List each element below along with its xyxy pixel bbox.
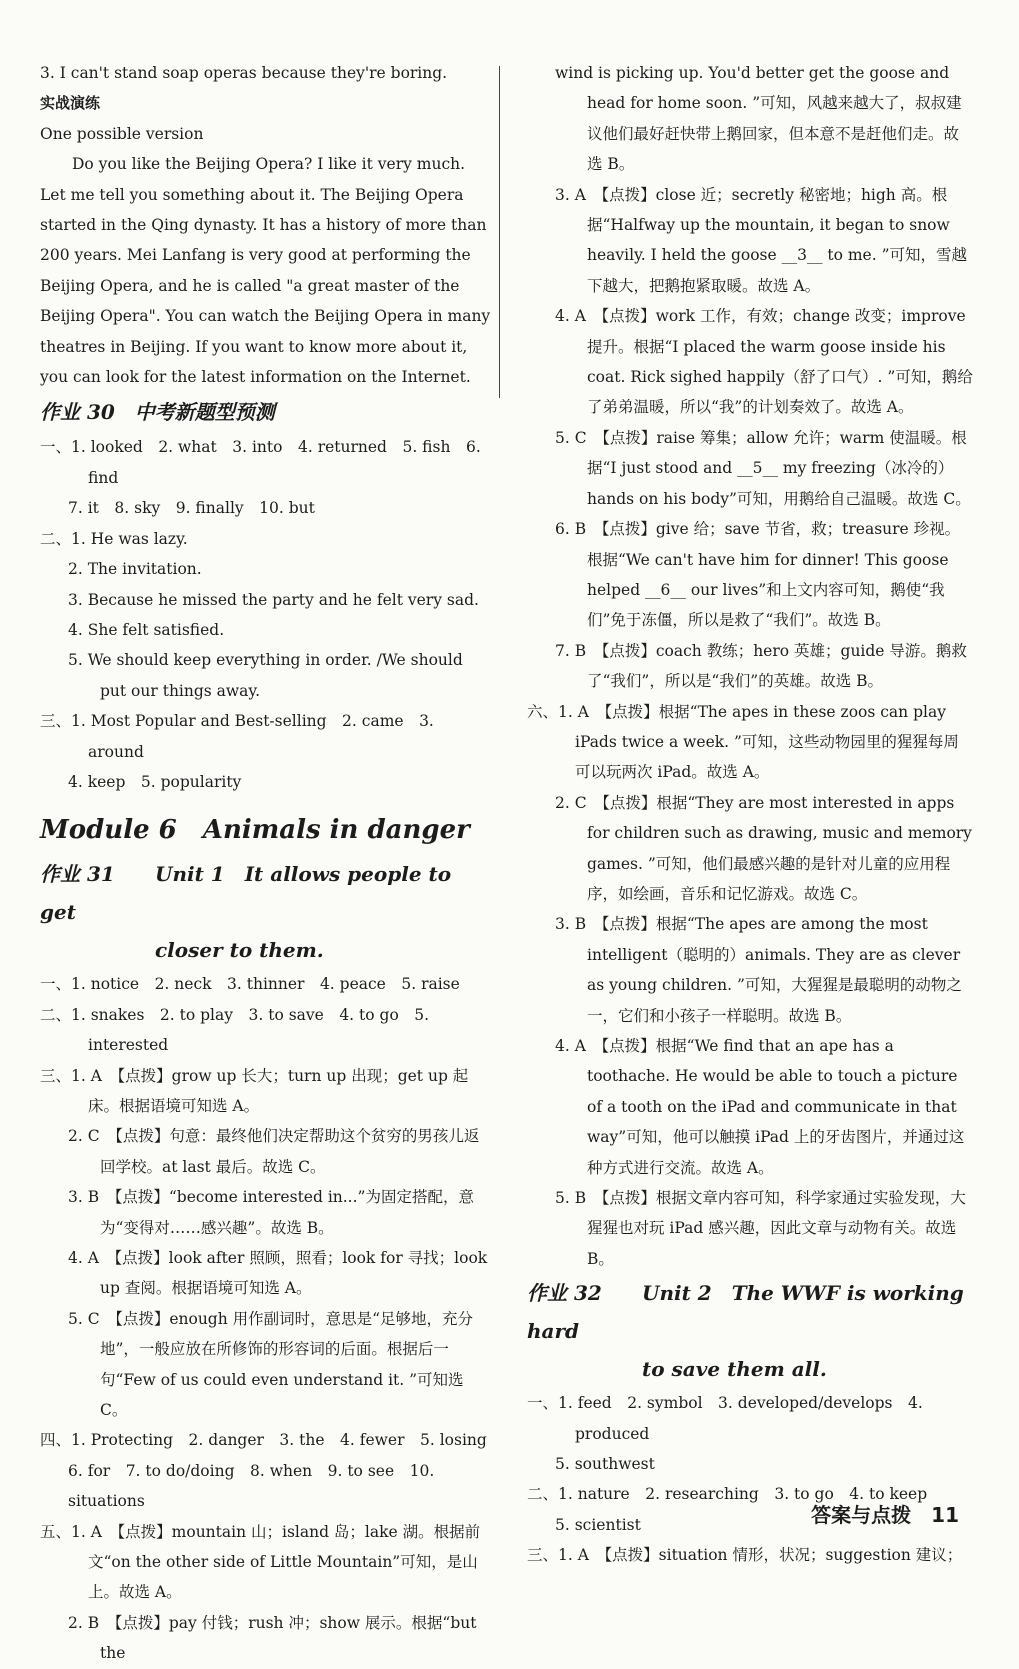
answer-line: 二、1. He was lazy. xyxy=(40,529,188,548)
left-column xyxy=(40,58,492,1669)
answer-line: 2. The invitation. xyxy=(68,560,202,579)
answer-line: 3. A 【点拨】close 近；secretly 秘密地；high 高。根据“Halfway up the mountain, it began to snow heavily. I held the goose __3__ to me. ”可知，雪越下越大，把鹅抱紧取暖。故选 A。 xyxy=(555,185,968,295)
possible-version-label: One possible version xyxy=(40,124,204,143)
homework-31-heading xyxy=(40,855,492,969)
answer-line: 4. A 【点拨】根据“We find that an ape has a toothache. He would be able to touch a picture of a tooth on the iPad and communicate in that way”可知，他可以触摸 iPad 上的牙齿图片，并通过这种方式进行交流。故选 A。 xyxy=(555,1037,965,1177)
homework-32-tag: 作业 32 xyxy=(527,1281,602,1306)
homework-32-title-cont: to save them all. xyxy=(642,1357,827,1382)
column-divider xyxy=(499,66,500,398)
answer-line: 一、1. feed 2. symbol 3. developed/develops 4. produced xyxy=(527,1394,928,1443)
answer-line: 一、1. notice 2. neck 3. thinner 4. peace 5. raise xyxy=(40,975,460,994)
answer-line: 六、1. A 【点拨】根据“The apes in these zoos can play iPads twice a week. ”可知，这些动物园里的猩猩每周可以玩两次 iPad。故选 A。 xyxy=(527,702,959,782)
answer-line: 三、1. Most Popular and Best-selling 2. came 3. around xyxy=(40,712,439,761)
homework-32-heading xyxy=(527,1274,973,1388)
answer-line: 2. B 【点拨】pay 付钱；rush 冲；show 展示。根据“but the xyxy=(68,1613,482,1663)
answer-line: 5. C 【点拨】raise 筹集；allow 允许；warm 使温暖。根据“I just stood and __5__ my freezing（冰冷的）hands on his body”可知，用鹅给自己温暖。故选 C。 xyxy=(555,428,971,508)
homework-31-answers xyxy=(40,969,492,1668)
answer-line: 2. C 【点拨】句意：最终他们决定帮助这个贫穷的男孩儿返回学校。at last 最后。故选 C。 xyxy=(68,1127,480,1176)
answer-line: 四、1. Protecting 2. danger 3. the 4. fewer 5. losing xyxy=(40,1431,487,1450)
answer-line: 3. B 【点拨】“become interested in...”为固定搭配，意为“变得对……感兴趣”。故选 B。 xyxy=(68,1188,474,1237)
answer-line: 五、1. A 【点拨】mountain 山；island 岛；lake 湖。根据前文“on the other side of Little Mountain”可知，是山上。故选 A。 xyxy=(40,1522,481,1602)
homework-32-title: Unit 2 The WWF is working hard xyxy=(527,1281,964,1344)
answer-line: 7. B 【点拨】coach 教练；hero 英雄；guide 导游。鹅救了“我们”，所以是“我们”的英雄。故选 B。 xyxy=(555,641,967,691)
module-title: Module 6 Animals in danger xyxy=(40,815,470,846)
answer-line: 5. southwest xyxy=(555,1455,655,1474)
section-heading: 实战演练 xyxy=(40,94,101,113)
answer-line: 一、1. looked 2. what 3. into 4. returned 5. fish 6. find xyxy=(40,438,486,487)
continued-answers xyxy=(527,58,977,1274)
answer-line: 5. We should keep everything in order. /We should put our things away. xyxy=(68,651,468,700)
answer-line: 3. B 【点拨】根据“The apes are among the most intelligent（聪明的）animals. They are as clever as young children. ”可知，大猩猩是最聪明的动物之一，它们和小孩子一样聪明。故选 B。 xyxy=(555,915,966,1025)
answer-line: 3. Because he missed the party and he felt very sad. xyxy=(68,590,479,609)
answer-line: 4. keep 5. popularity xyxy=(68,772,242,791)
answer-line: wind is picking up. You'd better get the goose and head for home soon. ”可知，风越来越大了，叔叔建议他们最好赶快带上鹅回家，但本意不是赶他们走。故选 B。 xyxy=(555,64,962,174)
answer-line: 2. C 【点拨】根据“They are most interested in apps for children such as drawing, music and memory games. ”可知，他们最感兴趣的是针对儿童的应用程序，如绘画，音乐和记忆游戏。故选 C。 xyxy=(555,793,977,903)
right-column xyxy=(527,58,977,1571)
answer-line: 三、1. A 【点拨】situation 情形，状况；suggestion 建议； xyxy=(527,1546,963,1565)
homework-31-title-cont: closer to them. xyxy=(155,938,324,963)
answer-line: 三、1. A 【点拨】grow up 长大；turn up 出现；get up 起床。根据语境可知选 A。 xyxy=(40,1066,469,1115)
answer-line: 二、1. snakes 2. to play 3. to save 4. to go 5. interested xyxy=(40,1005,435,1055)
answer-line: 4. A 【点拨】look after 照顾，照看；look for 寻找；look up 查阅。根据语境可知选 A。 xyxy=(68,1249,493,1298)
answer-line: 6. for 7. to do/doing 8. when 9. to see 10. situations xyxy=(68,1461,440,1511)
answer-line: 5. scientist xyxy=(555,1515,641,1534)
essay-paragraph: Do you like the Beijing Opera? I like it very much. Let me tell you something about it. The Beijing Opera started in the Qing dynasty. It has a history of more than 200 years. Mei Lanfang is very good at performing the Beijing Opera, and he is called "a great master of the Beijing Opera". You can watch the Beijing Opera in many theatres in Beijing. If you want to know more about it, you can look for the latest information on the Internet. xyxy=(40,155,491,387)
page-footer: 答案与点拨 11 xyxy=(811,1503,959,1527)
answer-line: 6. B 【点拨】give 给；save 节省，救；treasure 珍视。根据“We can't have him for dinner! This goose helped __6__ our lives”和上文内容可知，鹅使“我们”免于冻僵，所以是救了“我们”。故选 B。 xyxy=(555,520,961,630)
answer-line: 4. She felt satisfied. xyxy=(68,620,225,639)
homework-31-tag: 作业 31 xyxy=(40,862,115,887)
answer-line: 3. I can't stand soap operas because they're boring. xyxy=(40,64,448,82)
homework-30-answers xyxy=(40,432,492,797)
answer-line: 5. B 【点拨】根据文章内容可知，科学家通过实验发现，大猩猩也对玩 iPad 感兴趣，因此文章与动物有关。故选 B。 xyxy=(555,1189,966,1268)
homework-30-heading: 作业 30 中考新题型预测 xyxy=(40,400,275,425)
homework-31-title: Unit 1 It allows people to get xyxy=(40,862,452,925)
answer-line: 5. C 【点拨】enough 用作副词时，意思是“足够地，充分地”，一般应放在所修饰的形容词的后面。根据后一句“Few of us could even understand it. ”可知选 C。 xyxy=(68,1309,474,1420)
answer-line: 二、1. nature 2. researching 3. to go 4. to keep xyxy=(527,1485,928,1504)
answer-line: 7. it 8. sky 9. finally 10. but xyxy=(68,499,315,518)
answer-line: 4. A 【点拨】work 工作，有效；change 改变；improve 提升。根据“I placed the warm goose inside his coat. Rick sighed happily（舒了口气）. ”可知，鹅给了弟弟温暖，所以“我”的计划奏效了。故选 A。 xyxy=(555,307,973,417)
homework-32-answers xyxy=(527,1388,973,1570)
